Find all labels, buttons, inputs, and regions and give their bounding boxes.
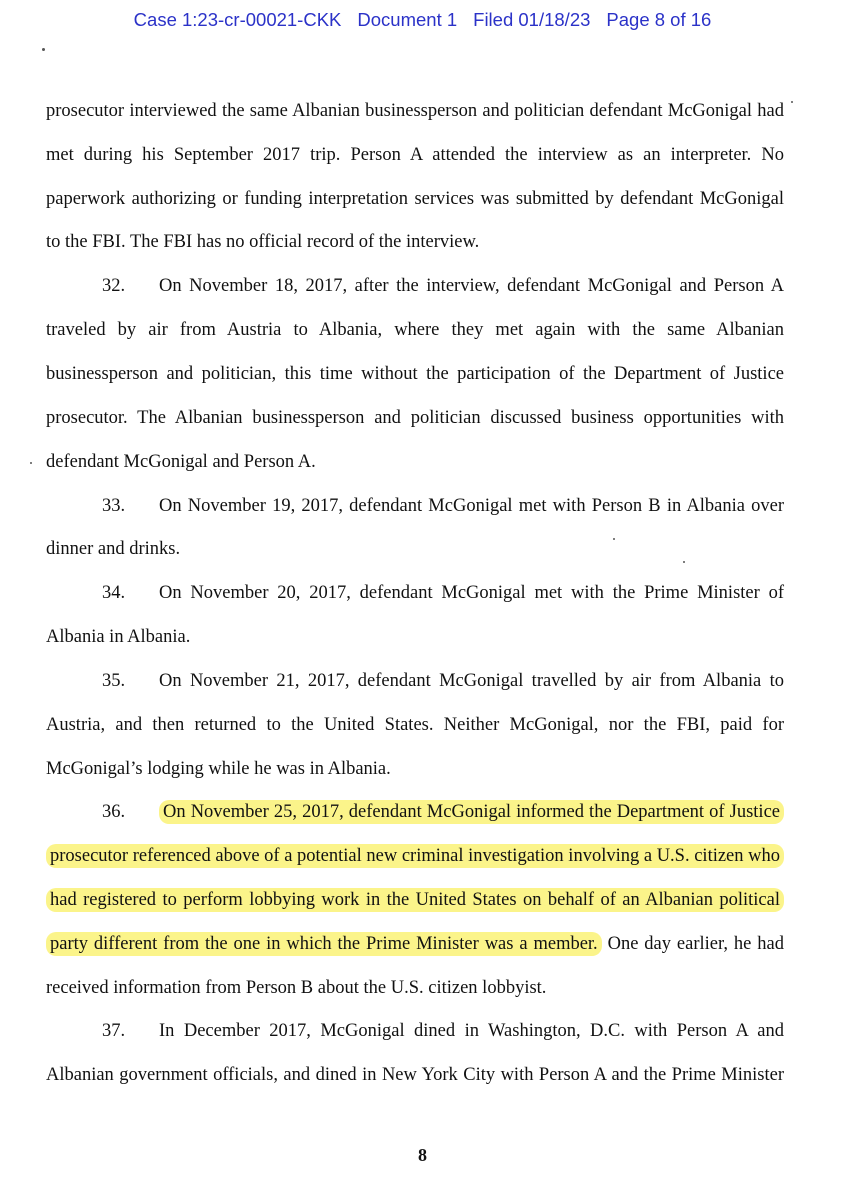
highlighted-text: had registered to perform lobbying work in the United States on behalf of an Albanian political bbox=[46, 888, 784, 912]
highlighted-text: On November 25, 2017, defendant McGonigal informed the Department of Justice bbox=[159, 800, 784, 824]
paragraph-number: 33. bbox=[102, 496, 126, 516]
court-filing-header bbox=[0, 9, 845, 31]
highlighted-text: party different from the one in which the Prime Minister was a member. bbox=[46, 932, 602, 956]
text-line: traveled by air from Austria to Albania, where they met again with the same Albanian bbox=[46, 320, 784, 340]
text-line: businessperson and politician, this time without the participation of the Department of Justice bbox=[46, 364, 784, 384]
paragraph-32-first-line bbox=[46, 273, 784, 299]
text-line: prosecutor interviewed the same Albanian businessperson and politician defendant McGonigal had bbox=[46, 101, 784, 121]
text-line: dinner and drinks. bbox=[46, 539, 181, 559]
text-line: to the FBI. The FBI has no official record of the interview. bbox=[46, 232, 480, 252]
text-line: Albanian government officials, and dined in New York City with Person A and the Prime Minister bbox=[46, 1065, 784, 1085]
text-span: On November 20, 2017, defendant McGonigal met with the Prime Minister of bbox=[159, 583, 784, 603]
text-line: received information from Person B about the U.S. citizen lobbyist. bbox=[46, 978, 547, 998]
paragraph-33-first-line bbox=[46, 493, 784, 519]
text-span: In December 2017, McGonigal dined in Washington, D.C. with Person A and bbox=[159, 1021, 784, 1041]
paragraph-number: 35. bbox=[102, 671, 126, 691]
paragraph-37-first-line bbox=[46, 1018, 784, 1044]
text-line: Austria, and then returned to the United States. Neither McGonigal, nor the FBI, paid for bbox=[46, 715, 784, 735]
text-span: On November 18, 2017, after the interview, defendant McGonigal and Person A bbox=[159, 276, 784, 296]
document-number: Document 1 bbox=[357, 9, 458, 30]
scan-speck bbox=[30, 462, 32, 464]
text-span: On November 19, 2017, defendant McGonigal met with Person B in Albania over bbox=[159, 496, 784, 516]
case-number: Case 1:23-cr-00021-CKK bbox=[133, 9, 342, 30]
text-line: paperwork authorizing or funding interpretation services was submitted by defendant McGonigal bbox=[46, 189, 784, 209]
paragraph-36-first-line bbox=[46, 799, 784, 825]
paragraph-number: 32. bbox=[102, 276, 126, 296]
paragraph-number: 34. bbox=[102, 583, 126, 603]
page-number: 8 bbox=[418, 1145, 427, 1165]
paragraph-number: 37. bbox=[102, 1021, 126, 1041]
text-line: prosecutor. The Albanian businessperson and politician discussed business opportunities with bbox=[46, 408, 784, 428]
paragraph-number: 36. bbox=[102, 802, 126, 822]
page-count: Page 8 of 16 bbox=[606, 9, 712, 30]
filed-date: Filed 01/18/23 bbox=[473, 9, 591, 30]
highlighted-line bbox=[46, 843, 784, 869]
highlighted-line bbox=[46, 887, 784, 913]
scan-speck bbox=[42, 48, 45, 51]
text-span: On November 21, 2017, defendant McGonigal travelled by air from Albania to bbox=[159, 671, 784, 691]
highlighted-text: prosecutor referenced above of a potential new criminal investigation involving a U.S. citizen who bbox=[46, 844, 784, 868]
paragraph-34-first-line bbox=[46, 580, 784, 606]
text-line: met during his September 2017 trip. Person A attended the interview as an interpreter. No bbox=[46, 145, 784, 165]
text-line: McGonigal’s lodging while he was in Albania. bbox=[46, 759, 391, 779]
text-line: defendant McGonigal and Person A. bbox=[46, 452, 316, 472]
paragraph-35-first-line bbox=[46, 668, 784, 694]
scan-speck bbox=[791, 101, 793, 103]
text-line: Albania in Albania. bbox=[46, 627, 191, 647]
text-span: One day earlier, he had bbox=[607, 934, 785, 954]
mixed-line bbox=[46, 931, 784, 957]
